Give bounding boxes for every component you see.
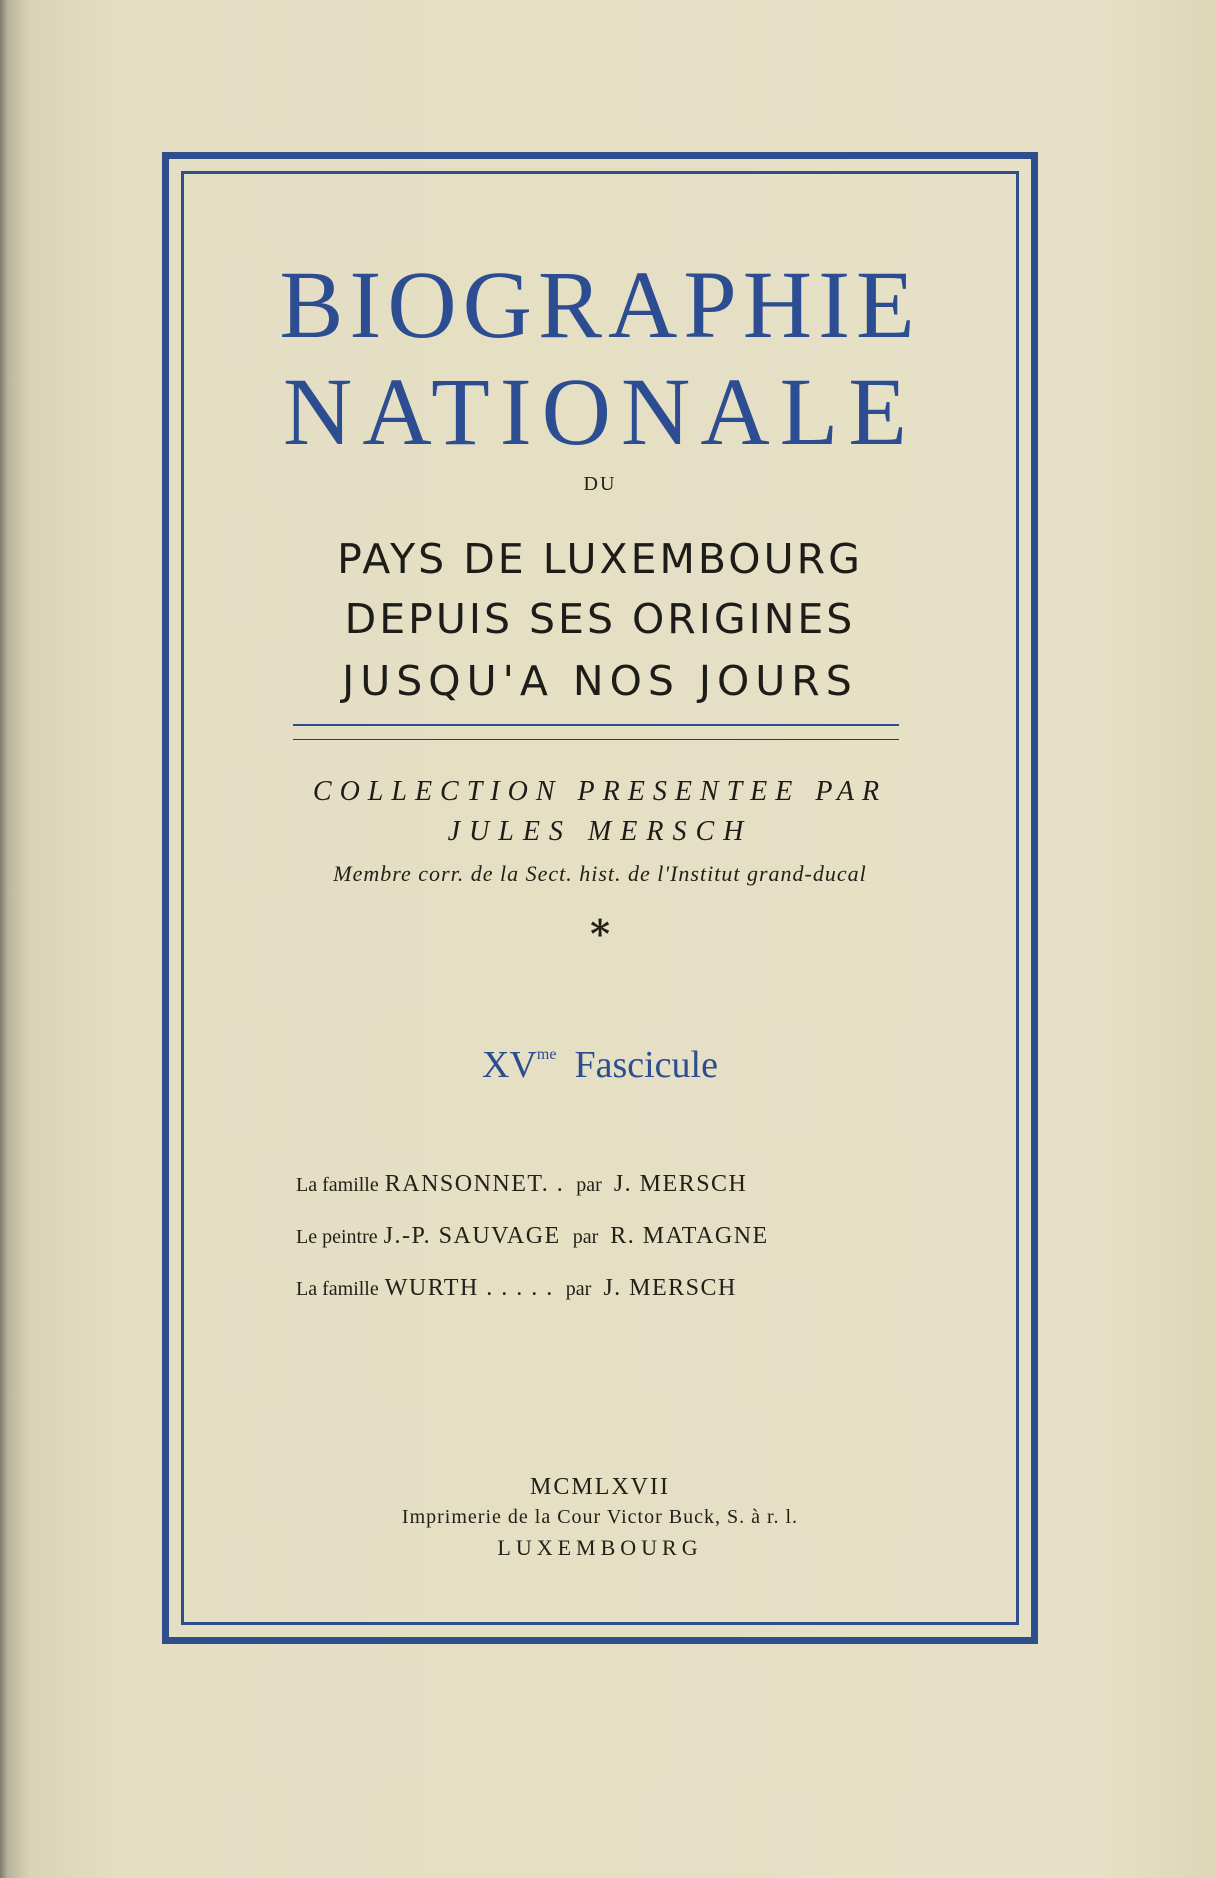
toc-author: J. MERSCH	[603, 1275, 737, 1301]
toc-par: par	[572, 1226, 599, 1248]
printer-imprint: Imprimerie de la Cour Victor Buck, S. à r. l.	[401, 1506, 799, 1528]
main-title-line-2: NATIONALE	[283, 358, 917, 465]
toc-entry	[296, 1223, 916, 1275]
subtitle-line-3: JUSQU'A NOS JOURS	[342, 657, 858, 705]
toc-subject: WURTH . . . . .	[384, 1275, 554, 1301]
toc-lead: La famille	[296, 1174, 379, 1196]
fascicule-suffix: me	[536, 1046, 557, 1063]
asterisk-ornament: *	[590, 911, 610, 956]
toc-author: J. MERSCH	[613, 1171, 748, 1197]
toc-lead: La famille	[296, 1278, 379, 1300]
divider-rule-dark	[293, 739, 899, 740]
toc-par: par	[576, 1174, 602, 1196]
toc-lead: Le peintre	[296, 1226, 378, 1248]
table-of-contents	[296, 1171, 916, 1327]
toc-subject: J.-P. SAUVAGE	[383, 1223, 561, 1249]
toc-entry	[296, 1275, 916, 1327]
editor-name: JULES MERSCH	[447, 816, 753, 847]
toc-author: R. MATAGNE	[610, 1223, 769, 1249]
fascicule-roman: XV	[482, 1044, 537, 1086]
divider-rule-blue	[293, 724, 899, 726]
main-title-line-1: BIOGRAPHIE	[279, 251, 921, 358]
publication-city: LUXEMBOURG	[497, 1535, 703, 1560]
title-page-content	[181, 171, 1019, 1625]
toc-subject: RANSONNET. .	[384, 1171, 565, 1197]
title-connector: DU	[583, 473, 617, 495]
toc-entry	[296, 1171, 916, 1223]
toc-par: par	[565, 1278, 592, 1300]
publication-year: MCMLXVII	[530, 1474, 670, 1500]
subtitle-line-2: DEPUIS SES ORIGINES	[344, 595, 856, 643]
subtitle-line-1: PAYS DE LUXEMBOURG	[337, 535, 863, 583]
fascicule-label: Fascicule	[574, 1044, 718, 1086]
fascicule-number	[181, 1043, 1019, 1087]
collection-heading: COLLECTION PRESENTEE PAR	[312, 776, 888, 807]
editor-affiliation: Membre corr. de la Sect. hist. de l'Institut grand-ducal	[333, 861, 867, 886]
